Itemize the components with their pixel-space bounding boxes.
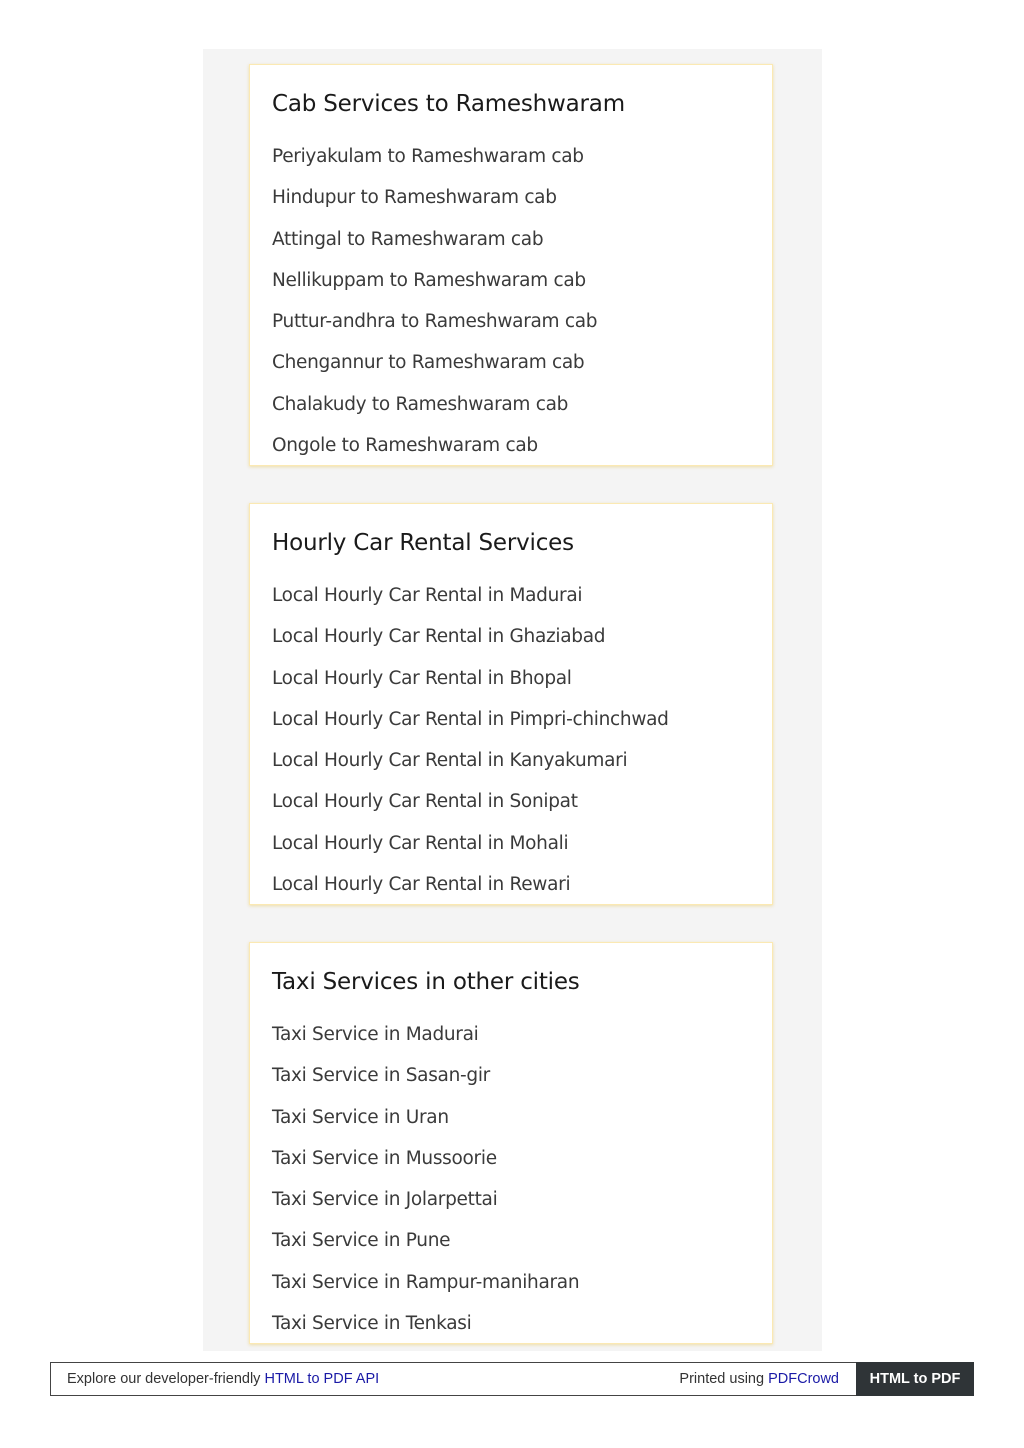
list-item-link[interactable]: Chalakudy to Rameshwaram cab [272,393,569,415]
section-title: Cab Services to Rameshwaram [272,91,625,117]
list-item-link[interactable]: Hindupur to Rameshwaram cab [272,187,557,209]
list-item-link[interactable]: Local Hourly Car Rental in Madurai [272,585,583,606]
section-title: Hourly Car Rental Services [272,530,574,556]
link-list[interactable] [272,1021,762,1335]
footer-printed-text: Printed using [679,1371,769,1387]
footer-explore-text: Explore our developer-friendly [67,1371,265,1387]
list-item-link[interactable]: Puttur-andhra to Rameshwaram cab [272,311,598,333]
pdf-footer-bar [50,1362,974,1396]
cab-services-card [249,64,773,466]
html-to-pdf-badge[interactable]: HTML to PDF [856,1362,974,1396]
hourly-rental-card [249,503,773,905]
pdfcrowd-link[interactable]: PDFCrowd [768,1371,839,1387]
list-item-link[interactable]: Taxi Service in Sasan-gir [272,1065,490,1087]
link-list[interactable] [272,143,762,457]
list-item-link[interactable]: Local Hourly Car Rental in Ghaziabad [272,626,606,648]
list-item-link[interactable]: Local Hourly Car Rental in Mohali [272,832,569,854]
list-item-link[interactable]: Taxi Service in Jolarpettai [272,1189,498,1211]
section-title: Taxi Services in other cities [272,969,580,995]
footer-printed [679,1363,839,1395]
footer-explore [67,1363,379,1395]
list-item-link[interactable]: Nellikuppam to Rameshwaram cab [272,269,586,291]
list-item-link[interactable]: Taxi Service in Pune [272,1230,451,1252]
link-list[interactable] [272,582,762,896]
list-item-link[interactable]: Chengannur to Rameshwaram cab [272,352,585,374]
list-item-link[interactable]: Ongole to Rameshwaram cab [272,435,538,457]
list-item-link[interactable]: Attingal to Rameshwaram cab [272,228,544,250]
list-item-link[interactable]: Local Hourly Car Rental in Kanyakumari [272,750,628,772]
list-item-link[interactable]: Periyakulam to Rameshwaram cab [272,146,584,167]
list-item-link[interactable]: Local Hourly Car Rental in Sonipat [272,791,578,813]
list-item-link[interactable]: Local Hourly Car Rental in Rewari [272,874,571,896]
list-item-link[interactable]: Taxi Service in Madurai [272,1024,479,1045]
list-item-link[interactable]: Taxi Service in Mussoorie [272,1147,497,1169]
list-item-link[interactable]: Taxi Service in Rampur-maniharan [272,1271,580,1293]
list-item-link[interactable]: Taxi Service in Uran [272,1106,449,1128]
list-item-link[interactable]: Local Hourly Car Rental in Bhopal [272,667,572,689]
content-column [203,49,822,1351]
list-item-link[interactable]: Taxi Service in Tenkasi [272,1313,472,1335]
list-item-link[interactable]: Local Hourly Car Rental in Pimpri-chinchwad [272,708,669,730]
taxi-services-card [249,942,773,1344]
html-to-pdf-api-link[interactable]: HTML to PDF API [264,1371,380,1387]
